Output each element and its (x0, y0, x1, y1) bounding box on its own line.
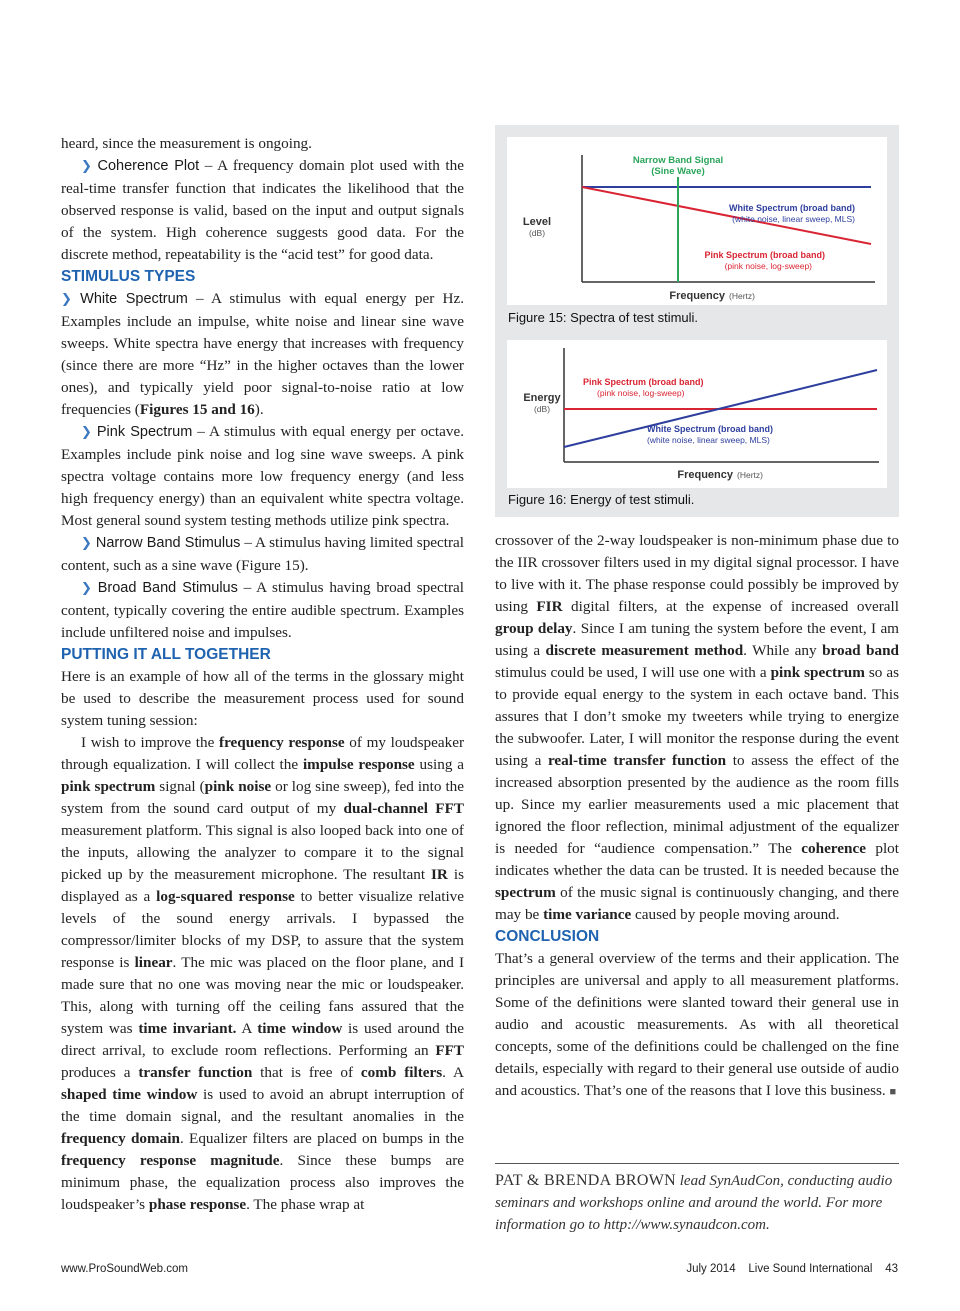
footer-info (686, 1263, 898, 1275)
glossary-pink-spectrum: ❯ Pink Spectrum – A stimulus with equal energy per octave. Examples include pink noise and log sine wave sweeps. A pink spectra voltage contains more low frequency energy (and less high frequency energy) than an equivalent white spectra voltage. Most general sound system testing methods utilize pink spectra. (61, 423, 464, 529)
footer-publication: Live Sound International (748, 1263, 873, 1275)
pink-label: Pink Spectrum (broad band) (583, 377, 704, 387)
figure-16-chart (507, 340, 887, 488)
paragraph-example: I wish to improve the frequency response of my loudspeaker through equalization. I will collect the impulse response using a pink spectrum signal (pink noise or log sine sweep), fed into the system from the sound card output of my dual-channel FFT measurement platform. This signal is also looped back into one of the inputs, allowing the analyzer to compare it to the signal picked up by the measurement microphone. The resultant IR is displayed as a log-squared response to better visualize relative levels of the sound energy arrivals. I bypassed the compressor/limiter blocks of my DSP, to assure that the system response is linear. The mic was placed on the floor plane, and I made sure that no one was moving near the mic or loudspeaker. This, along with turning off the ceiling fans assured that the system was time invariant. A time window is used around the direct arrival, to exclude room reflections. Performing an FFT produces a transfer function that is free of comb filters. A shaped time window is used to avoid an abrupt interruption of the time domain signal, and the resultant anomalies in the frequency domain. Equalizer filters are placed on bumps in the frequency response magnitude. Since these bumps are minimum phase, the equalization process also improves the loudspeaker’s phase response. The phase wrap at (61, 734, 465, 1213)
paragraph: heard, since the measurement is ongoing. (61, 135, 312, 152)
y-axis-unit: (dB) (533, 404, 551, 414)
narrow-label: Narrow Band Signal (632, 155, 724, 166)
paragraph-conclusion: That’s a general overview of the terms and their application. The principles are universal and apply to all measurement platforms. Some of the definitions were slanted toward their general use in audio and acoustic measurements. As with all theoretical concepts, some of the definitions could be challenged on the fine details, especially with regard to their general use outside of audio and acoustics. That’s one of the reasons that I love this business. ■ (495, 950, 899, 1099)
white-sublabel: (white noise, linear sweep, MLS) (647, 435, 770, 445)
heading-stimulus-types: STIMULUS TYPES (61, 268, 196, 285)
chevron-right-icon: ❯ (81, 581, 92, 596)
term-white-spectrum: White Spectrum (80, 291, 188, 307)
pink-sublabel: (pink noise, log-sweep) (724, 261, 812, 271)
x-axis-unit: (Hertz) (729, 291, 755, 301)
chevron-right-icon: ❯ (81, 536, 92, 551)
white-sublabel: (white noise, linear sweep, MLS) (732, 214, 855, 224)
narrow-sublabel: (Sine Wave) (651, 166, 705, 177)
author-names: PAT & BRENDA BROWN (495, 1172, 676, 1189)
white-label: White Spectrum (broad band) (729, 203, 855, 213)
figure-16-caption: Figure 16: Energy of test stimuli. (508, 492, 695, 507)
heading-putting-it-together: PUTTING IT ALL TOGETHER (61, 646, 271, 663)
heading-conclusion: CONCLUSION (495, 928, 600, 945)
end-mark-icon: ■ (889, 1086, 897, 1098)
term-broad-band: Broad Band Stimulus (97, 580, 238, 596)
left-column (61, 133, 464, 1216)
figure-15-chart (507, 137, 887, 305)
paragraph: Here is an example of how all of the terms in the glossary might be used to describe the measurement process used for sound system tuning session: (61, 668, 464, 729)
figure-15-caption: Figure 15: Spectra of test stimuli. (508, 310, 699, 325)
chevron-right-icon: ❯ (81, 159, 92, 174)
chevron-right-icon: ❯ (61, 292, 72, 307)
figures-panel (495, 125, 899, 517)
glossary-coherence-plot: ❯ Coherence Plot – A frequency domain plot used with the real-time transfer function that indicates the likelihood that the observed response is valid, based on the input and output signals of the system. High coherence suggests good data. For the discrete method, repeatability is the “acid test” for good data. (61, 157, 464, 263)
right-column (495, 530, 899, 1103)
pink-sublabel: (pink noise, log-sweep) (597, 388, 685, 398)
footer-date: July 2014 (686, 1263, 736, 1275)
x-axis-label: Frequency (669, 290, 725, 302)
y-axis-label: Level (522, 216, 552, 228)
chevron-right-icon: ❯ (81, 425, 92, 440)
figure-16-plot (507, 340, 887, 488)
term-narrow-band: Narrow Band Stimulus (95, 535, 241, 551)
glossary-white-spectrum: ❯ White Spectrum – A stimulus with equal energy per Hz. Examples include an impulse, white noise and linear sine wave sweeps. White spectra have energy that increases with frequency (since there are more “Hz” in the higher octaves than the lower ones), and typically yield poor signal-to-noise ratio at low frequencies (Figures 15 and 16). (61, 290, 465, 418)
term-coherence-plot: Coherence Plot (97, 158, 200, 174)
pink-label: Pink Spectrum (broad band) (704, 250, 825, 260)
paragraph-continued: crossover of the 2-way loudspeaker is non-minimum phase due to the IIR crossover filters used in my digital signal processor. I have to live with it. The phase response could possibly be improved by using FIR digital filters, at the expense of increased overall group delay. Since I am tuning the system before the event, I am using a discrete measurement method. While any broad band stimulus could be used, I will use one with a pink spectrum so as to provide equal energy to the system in each octave band. This assures that I don’t smoke my tweeters while trying to energize the subwoofer. Later, I will monitor the response during the event using a real-time transfer function to assess the effect of the increased absorption presented by the audience as the room fills up. Since my earlier measurements used a mic placement that ignored the floor reflection, minimal adjustment of the equalizer is needed for “audience compensation.” The coherence plot indicates whether the data can be trusted. It is needed because the spectrum of the music signal is continuously changing, and there may be time variance caused by people moving around. (495, 532, 900, 923)
glossary-narrow-band: ❯ Narrow Band Stimulus – A stimulus having limited spectral content, such as a sine wave (Figure 15). (61, 534, 465, 574)
footer-website: www.ProSoundWeb.com (61, 1263, 188, 1275)
term-pink-spectrum: Pink Spectrum (96, 424, 193, 440)
page-number: 43 (885, 1263, 898, 1275)
y-axis-label: Energy (523, 392, 561, 404)
glossary-broad-band: ❯ Broad Band Stimulus – A stimulus having broad spectral content, typically covering the entire audible spectrum. Examples include unfiltered noise and impulses. (61, 579, 464, 641)
x-axis-label: Frequency (677, 469, 733, 481)
figure-15-plot (507, 137, 887, 305)
y-axis-unit: (dB) (528, 228, 546, 238)
x-axis-unit: (Hertz) (737, 470, 763, 480)
author-bio: PAT & BRENDA BROWN lead SynAudCon, conducting audio seminars and workshops online and around the world. For more information go to http://www.synaudcon.com. (495, 1163, 899, 1236)
white-label: White Spectrum (broad band) (647, 424, 773, 434)
